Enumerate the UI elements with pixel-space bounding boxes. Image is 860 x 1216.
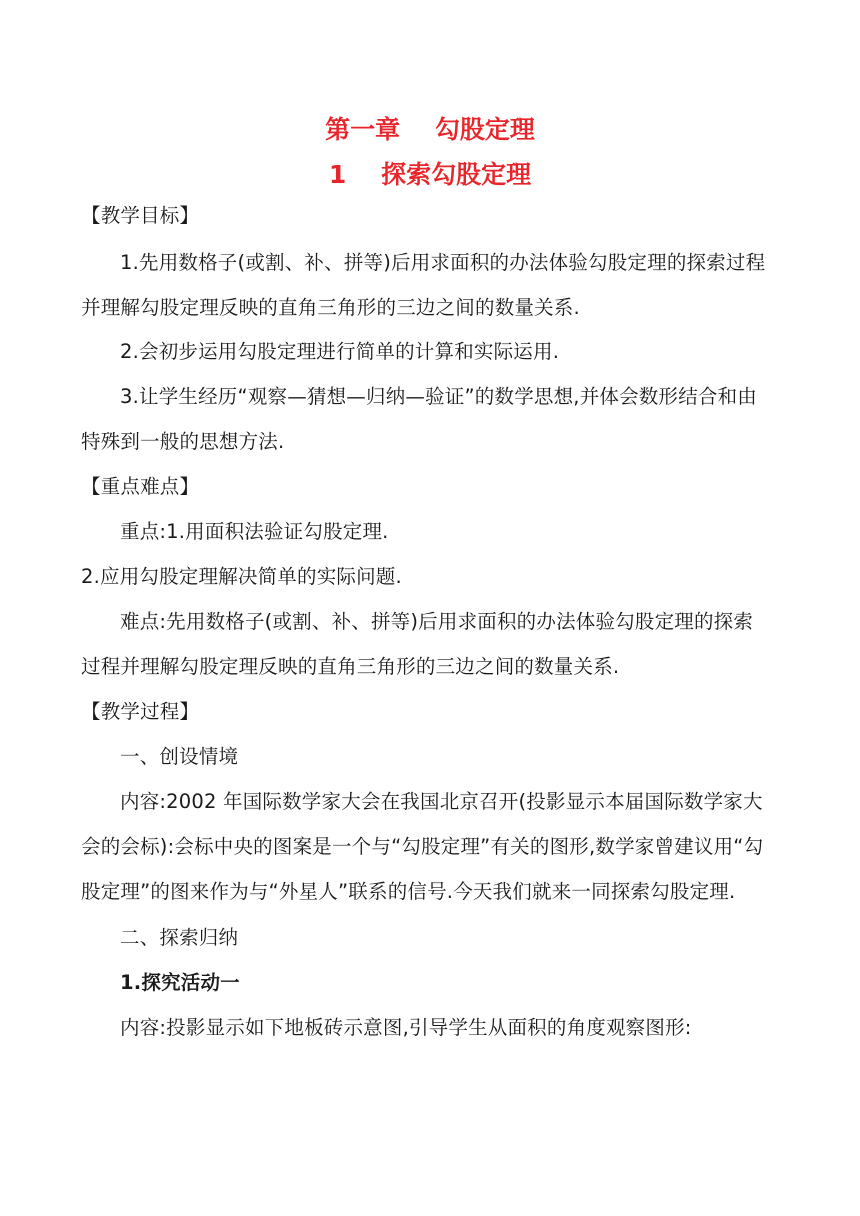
activity-1-content: 内容:投影显示如下地板砖示意图,引导学生从面积的角度观察图形: [120,1016,692,1039]
goal-3-line-2: 特殊到一般的思想方法. [81,430,285,453]
goal-2: 2.会初步运用勾股定理进行简单的计算和实际运用. [120,340,560,363]
content-line-2: 会的会标):会标中央的图案是一个与“勾股定理”有关的图形,数学家曾建议用“勾 [81,835,764,858]
section-title: 1 探索勾股定理 [328,160,532,189]
section-create-scenario: 一、创设情境 [120,745,239,768]
difficulty-line-1: 难点:先用数格子(或割、补、拼等)后用求面积的办法体验勾股定理的探索 [120,610,754,633]
goal-1-line-2: 并理解勾股定理反映的直角三角形的三边之间的数量关系. [81,296,580,319]
heading-key-points: 【重点难点】 [81,475,200,498]
key-point-1: 重点:1.用面积法验证勾股定理. [120,520,389,543]
heading-teaching-process: 【教学过程】 [81,700,200,723]
content-line-1: 内容:2002 年国际数学家大会在我国北京召开(投影显示本届国际数学家大 [120,790,763,813]
content-line-3: 股定理”的图来作为与“外星人”联系的信号.今天我们就来一同探索勾股定理. [81,880,736,903]
heading-teaching-goals: 【教学目标】 [81,204,200,227]
difficulty-line-2: 过程并理解勾股定理反映的直角三角形的三边之间的数量关系. [81,655,620,678]
activity-1-heading: 1.探究活动一 [120,971,240,994]
chapter-title: 第一章 勾股定理 [325,115,535,144]
goal-3-line-1: 3.让学生经历“观察—猜想—归纳—验证”的数学思想,并体会数形结合和由 [120,385,758,408]
section-explore-induce: 二、探索归纳 [120,926,239,949]
goal-1-line-1: 1.先用数格子(或割、补、拼等)后用求面积的办法体验勾股定理的探索过程 [120,251,766,274]
key-point-2: 2.应用勾股定理解决简单的实际问题. [81,565,402,588]
